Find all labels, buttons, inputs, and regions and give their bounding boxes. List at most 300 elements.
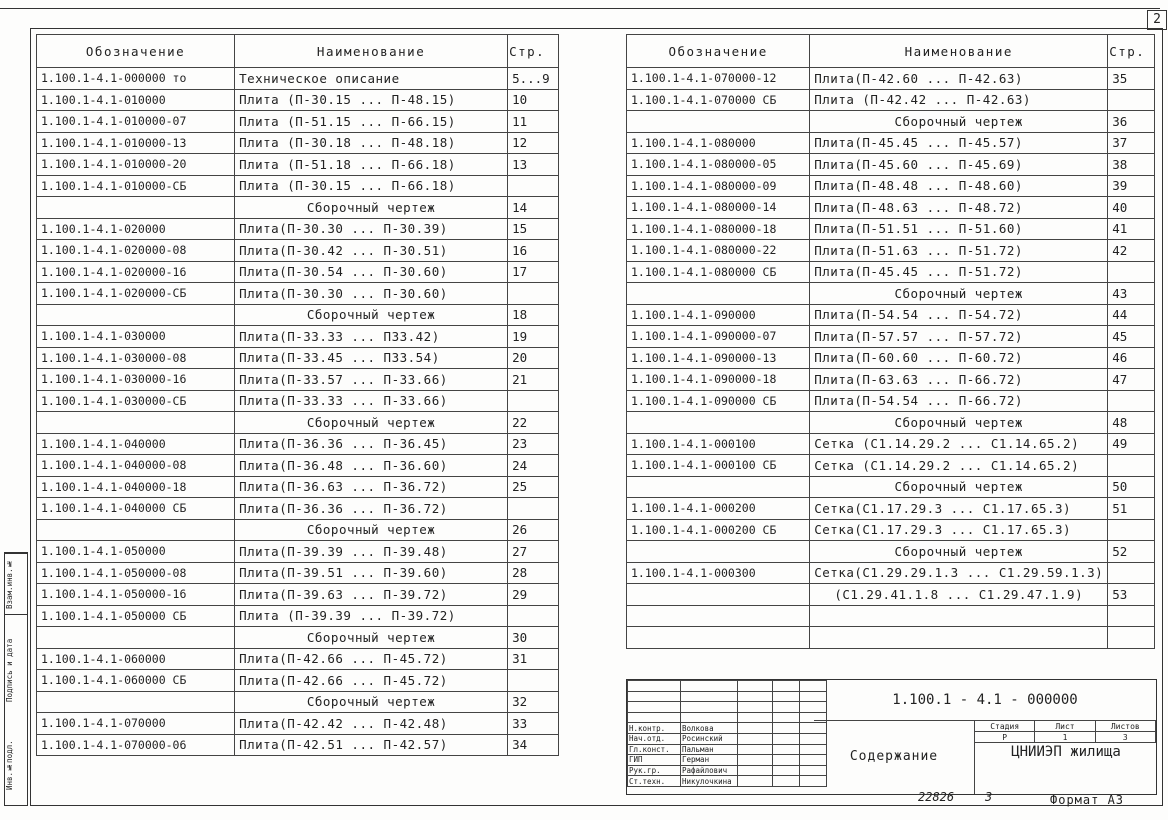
row-page: 28 [508,562,559,584]
table-row [627,326,1155,348]
row-name: Плита (П-30.15 ... П-48.15) [235,89,508,111]
row-name: Плита(П-42.51 ... П-42.57) [235,734,508,756]
signature-row [628,733,827,744]
table-row [627,498,1155,520]
signature-blank-cell [738,755,773,766]
row-page: 25 [508,476,559,498]
row-name: Плита(П-36.36 ... П-36.45) [235,433,508,455]
table-row [37,304,559,326]
sidebar-label: Подпись и дата [5,614,27,725]
table-row [37,691,559,713]
table-row [627,261,1155,283]
signature-blank-cell [773,712,800,723]
row-code: 1.100.1-4.1-010000 [37,89,235,111]
row-page: 10 [508,89,559,111]
table-row [37,433,559,455]
signature-row [628,755,827,766]
signature-empty-row [628,681,827,692]
row-code [627,627,810,649]
table-row [627,154,1155,176]
row-name: Плита (П-39.39 ... П-39.72) [235,605,508,627]
row-code: 1.100.1-4.1-060000 [37,648,235,670]
table-row [37,584,559,606]
row-name: Плита (П-42.42 ... П-42.63) [810,89,1108,111]
row-page: 12 [508,132,559,154]
row-code: 1.100.1-4.1-020000-08 [37,240,235,262]
table-row [627,132,1155,154]
row-page [508,498,559,520]
row-name: Плита(П-33.33 ... П-33.66) [235,390,508,412]
signature-blank-cell [628,691,681,702]
stage-header: Стадия [975,721,1035,732]
row-name: Плита(П-36.48 ... П-36.60) [235,455,508,477]
row-name [810,605,1108,627]
row-name: Сборочный чертеж [235,519,508,541]
signature-name: Рафайлович [681,765,738,776]
row-code [37,197,235,219]
table-row [627,175,1155,197]
signature-empty-row [628,712,827,723]
table-row [627,369,1155,391]
row-code: 1.100.1-4.1-040000 [37,433,235,455]
row-code: 1.100.1-4.1-030000-СБ [37,390,235,412]
row-name: Плита (П-51.18 ... П-66.18) [235,154,508,176]
row-page [1108,627,1155,649]
row-page: 34 [508,734,559,756]
row-name: Сетка (С1.14.29.2 ... С1.14.65.2) [810,455,1108,477]
row-page [508,283,559,305]
row-code: 1.100.1-4.1-070000 [37,713,235,735]
sheet-value: 1 [1035,732,1095,743]
table-row [627,111,1155,133]
footer-page: 3 [985,790,993,804]
row-code: 1.100.1-4.1-030000-08 [37,347,235,369]
signature-blank-cell [773,691,800,702]
signature-row [628,765,827,776]
row-code: 1.100.1-4.1-090000-13 [627,347,810,369]
row-page [508,670,559,692]
row-page: 15 [508,218,559,240]
row-name: Плита(П-30.30 ... П-30.60) [235,283,508,305]
row-code: 1.100.1-4.1-080000 СБ [627,261,810,283]
row-page: 14 [508,197,559,219]
table-row [627,412,1155,434]
row-name: Плита(П-39.51 ... П-39.60) [235,562,508,584]
signature-row [628,776,827,787]
row-page: 31 [508,648,559,670]
row-name: (С1.29.41.1.8 ... С1.29.47.1.9) [810,584,1108,606]
signature-blank-cell [738,733,773,744]
table-row [627,197,1155,219]
row-name: Плита(П-30.30 ... П-30.39) [235,218,508,240]
table-row [37,111,559,133]
top-border-line [0,8,1160,9]
table-row [37,390,559,412]
table-row [37,670,559,692]
table-row [37,455,559,477]
row-code: 1.100.1-4.1-010000-СБ [37,175,235,197]
row-name: Сборочный чертеж [235,304,508,326]
signature-blank-cell [773,702,800,713]
row-name: Сборочный чертеж [810,541,1108,563]
row-name: Сборочный чертеж [235,197,508,219]
row-page: 5...9 [508,68,559,90]
row-name: Плита(П-42.66 ... П-45.72) [235,648,508,670]
table-row [37,562,559,584]
row-page: 27 [508,541,559,563]
table-row [37,627,559,649]
row-code: 1.100.1-4.1-030000 [37,326,235,348]
row-code: 1.100.1-4.1-090000-07 [627,326,810,348]
row-name: Сетка(С1.29.29.1.3 ... С1.29.59.1.3) [810,562,1108,584]
archive-number: 22826 [918,790,955,804]
row-page [1108,261,1155,283]
table-row [627,541,1155,563]
contents-table-left [36,34,559,756]
row-code: 1.100.1-4.1-090000 [627,304,810,326]
row-code: 1.100.1-4.1-010000-07 [37,111,235,133]
header-code: Обозначение [37,35,235,68]
sheet-header: Лист [1035,721,1095,732]
sidebar-label: Взам.инв.№ [5,553,27,614]
row-page: 11 [508,111,559,133]
row-page: 44 [1108,304,1155,326]
row-code [627,541,810,563]
row-code [627,283,810,305]
row-code: 1.100.1-4.1-030000-16 [37,369,235,391]
row-name: Плита(П-54.54 ... П-54.72) [810,304,1108,326]
signature-name: Никулочкина [681,776,738,787]
row-page: 23 [508,433,559,455]
table-row [627,89,1155,111]
row-page: 36 [1108,111,1155,133]
row-name: Плита(П-54.54 ... П-66.72) [810,390,1108,412]
table-row [627,240,1155,262]
table-row [627,455,1155,477]
row-page: 18 [508,304,559,326]
table-row [627,562,1155,584]
row-code: 1.100.1-4.1-000000 то [37,68,235,90]
signature-blank-cell [738,723,773,734]
row-name: Плита(П-42.60 ... П-42.63) [810,68,1108,90]
row-name: Плита(П-45.60 ... П-45.69) [810,154,1108,176]
row-code: 1.100.1-4.1-090000 СБ [627,390,810,412]
table-row [37,541,559,563]
table-row [627,68,1155,90]
row-code: 1.100.1-4.1-020000 [37,218,235,240]
row-page: 20 [508,347,559,369]
row-name: Плита(П-45.45 ... П-51.72) [810,261,1108,283]
table-row [37,734,559,756]
row-code: 1.100.1-4.1-010000-13 [37,132,235,154]
row-name: Плита(П-48.63 ... П-48.72) [810,197,1108,219]
signature-blank-cell [773,723,800,734]
row-page: 40 [1108,197,1155,219]
row-code: 1.100.1-4.1-000200 СБ [627,519,810,541]
organization-name: ЦНИИЭП жилища [1011,744,1121,760]
row-code: 1.100.1-4.1-000100 СБ [627,455,810,477]
table-row [37,261,559,283]
signature-role: Нач.отд. [628,733,681,744]
signature-empty-row [628,702,827,713]
header-page: Стр. [508,35,559,68]
signature-blank-cell [773,733,800,744]
row-name: Плита(П-36.63 ... П-36.72) [235,476,508,498]
row-code: 1.100.1-4.1-080000-22 [627,240,810,262]
signature-blank-cell [628,702,681,713]
row-code: 1.100.1-4.1-080000-14 [627,197,810,219]
row-code: 1.100.1-4.1-080000-18 [627,218,810,240]
row-code [627,412,810,434]
margin-stamp [4,552,28,806]
table-row [627,519,1155,541]
stage-value: Р [975,732,1035,743]
signature-empty-row [628,691,827,702]
title-block [626,679,1157,795]
row-code [37,691,235,713]
row-page [1108,562,1155,584]
row-code [627,476,810,498]
row-name: Плита(П-63.63 ... П-66.72) [810,369,1108,391]
row-name: Плита(П-51.63 ... П-51.72) [810,240,1108,262]
signature-name: Пальман [681,744,738,755]
table-header-row [627,35,1155,68]
row-page: 30 [508,627,559,649]
table-row [627,390,1155,412]
table-row [37,326,559,348]
table-row [627,433,1155,455]
row-page [1108,390,1155,412]
signature-blank-cell [738,776,773,787]
table-row [37,713,559,735]
table-row [37,648,559,670]
row-name: Сборочный чертеж [810,283,1108,305]
row-code: 1.100.1-4.1-080000-05 [627,154,810,176]
table-row [37,498,559,520]
row-code: 1.100.1-4.1-020000-16 [37,261,235,283]
row-code: 1.100.1-4.1-050000 СБ [37,605,235,627]
row-page: 49 [1108,433,1155,455]
row-page: 37 [1108,132,1155,154]
table-row [37,240,559,262]
row-code: 1.100.1-4.1-080000-09 [627,175,810,197]
row-code [37,519,235,541]
row-name: Сборочный чертеж [810,476,1108,498]
row-page: 33 [508,713,559,735]
document-code: 1.100.1 - 4.1 - 000000 [814,680,1156,721]
row-code [37,412,235,434]
signature-blank-cell [681,712,738,723]
row-page: 41 [1108,218,1155,240]
row-name: Плита(П-36.36 ... П-36.72) [235,498,508,520]
row-page [1108,455,1155,477]
row-name: Техническое описание [235,68,508,90]
signature-role: ГИП [628,755,681,766]
table-row [37,605,559,627]
row-page: 53 [1108,584,1155,606]
row-code: 1.100.1-4.1-060000 СБ [37,670,235,692]
table-row [37,476,559,498]
row-page: 29 [508,584,559,606]
row-code: 1.100.1-4.1-080000 [627,132,810,154]
row-name: Плита(П-60.60 ... П-60.72) [810,347,1108,369]
row-name: Плита(П-42.42 ... П-42.48) [235,713,508,735]
row-page: 38 [1108,154,1155,176]
row-name: Плита(П-30.54 ... П-30.60) [235,261,508,283]
row-name: Плита(П-30.42 ... П-30.51) [235,240,508,262]
row-page: 47 [1108,369,1155,391]
row-name: Сборочный чертеж [810,412,1108,434]
row-code: 1.100.1-4.1-000300 [627,562,810,584]
row-name: Сборочный чертеж [235,691,508,713]
signature-name: Волкова [681,723,738,734]
sheets-header: Листов [1095,721,1155,732]
sheets-value: 3 [1095,732,1155,743]
row-code: 1.100.1-4.1-040000-18 [37,476,235,498]
row-code [627,605,810,627]
row-code: 1.100.1-4.1-040000 СБ [37,498,235,520]
row-name: Сетка(С1.17.29.3 ... С1.17.65.3) [810,519,1108,541]
row-code: 1.100.1-4.1-070000 СБ [627,89,810,111]
signature-role: Ст.техн. [628,776,681,787]
row-page: 52 [1108,541,1155,563]
signature-blank-cell [773,681,800,692]
row-page: 24 [508,455,559,477]
signature-blank-cell [773,765,800,776]
signature-blank-cell [681,691,738,702]
row-page [1108,519,1155,541]
row-page: 51 [1108,498,1155,520]
signature-blank-cell [773,744,800,755]
row-name: Сборочный чертеж [235,412,508,434]
sidebar-label: Инв.№подл. [5,740,14,790]
row-name: Плита (П-30.18 ... П-48.18) [235,132,508,154]
signature-blank-cell [738,691,773,702]
row-page: 35 [1108,68,1155,90]
table-row [627,584,1155,606]
row-name: Плита(П-51.51 ... П-51.60) [810,218,1108,240]
row-code: 1.100.1-4.1-040000-08 [37,455,235,477]
row-page: 16 [508,240,559,262]
signature-blank-cell [773,755,800,766]
table-row [37,175,559,197]
signature-name: Росинский [681,733,738,744]
table-row [37,154,559,176]
signature-blank-cell [628,681,681,692]
table-row [37,519,559,541]
row-page: 48 [1108,412,1155,434]
row-code: 1.100.1-4.1-010000-20 [37,154,235,176]
row-name: Сборочный чертеж [810,111,1108,133]
table-row [37,369,559,391]
row-page: 32 [508,691,559,713]
row-name: Плита(П-39.63 ... П-39.72) [235,584,508,606]
row-name: Сетка(С1.17.29.3 ... С1.17.65.3) [810,498,1108,520]
row-page [508,605,559,627]
row-code: 1.100.1-4.1-050000 [37,541,235,563]
signature-row [628,723,827,734]
signature-blank-cell [738,702,773,713]
row-code [627,584,810,606]
table-row [627,304,1155,326]
row-code: 1.100.1-4.1-090000-18 [627,369,810,391]
contents-table-right [626,34,1155,649]
header-page: Стр. [1108,35,1155,68]
row-code: 1.100.1-4.1-000200 [627,498,810,520]
signature-role: Рук.гр. [628,765,681,776]
signature-role: Гл.конст. [628,744,681,755]
row-code: 1.100.1-4.1-050000-08 [37,562,235,584]
row-page: 17 [508,261,559,283]
signature-role: Н.контр. [628,723,681,734]
table-row [37,347,559,369]
row-page: 13 [508,154,559,176]
signature-blank-cell [681,681,738,692]
row-code: 1.100.1-4.1-000100 [627,433,810,455]
stage-table [974,720,1156,743]
row-code [627,111,810,133]
table-row [37,197,559,219]
row-code [37,304,235,326]
sheet-format: Формат А3 [1050,793,1125,807]
row-name: Плита(П-45.45 ... П-45.57) [810,132,1108,154]
row-name: Плита(П-57.57 ... П-57.72) [810,326,1108,348]
row-page: 42 [1108,240,1155,262]
row-name [810,627,1108,649]
row-name: Плита (П-30.15 ... П-66.18) [235,175,508,197]
signature-blank-cell [628,712,681,723]
row-name: Плита(П-33.57 ... П-33.66) [235,369,508,391]
row-page [508,175,559,197]
table-header-row [37,35,559,68]
signature-name: Герман [681,755,738,766]
table-row [627,476,1155,498]
row-code: 1.100.1-4.1-020000-СБ [37,283,235,305]
signature-blank-cell [738,765,773,776]
table-row [627,605,1155,627]
row-page [1108,89,1155,111]
signature-blank-cell [738,712,773,723]
row-page: 19 [508,326,559,348]
row-name: Плита(П-48.48 ... П-48.60) [810,175,1108,197]
row-page: 22 [508,412,559,434]
row-name: Плита(П-33.45 ... П33.54) [235,347,508,369]
row-code: 1.100.1-4.1-070000-06 [37,734,235,756]
sheet-number: 2 [1147,10,1167,30]
row-name: Сетка (С1.14.29.2 ... С1.14.65.2) [810,433,1108,455]
row-page: 50 [1108,476,1155,498]
row-code: 1.100.1-4.1-050000-16 [37,584,235,606]
row-name: Плита(П-42.66 ... П-45.72) [235,670,508,692]
row-name: Плита(П-39.39 ... П-39.48) [235,541,508,563]
row-page: 39 [1108,175,1155,197]
table-row [37,218,559,240]
row-page [508,390,559,412]
document-title: Содержание [814,720,975,794]
row-page [1108,605,1155,627]
table-row [627,347,1155,369]
row-page: 46 [1108,347,1155,369]
signature-row [628,744,827,755]
table-row [37,283,559,305]
signature-blank-cell [681,702,738,713]
row-name: Плита (П-51.15 ... П-66.15) [235,111,508,133]
signature-table [627,680,827,787]
signature-blank-cell [773,776,800,787]
row-name: Сборочный чертеж [235,627,508,649]
table-row [37,412,559,434]
table-row [37,132,559,154]
